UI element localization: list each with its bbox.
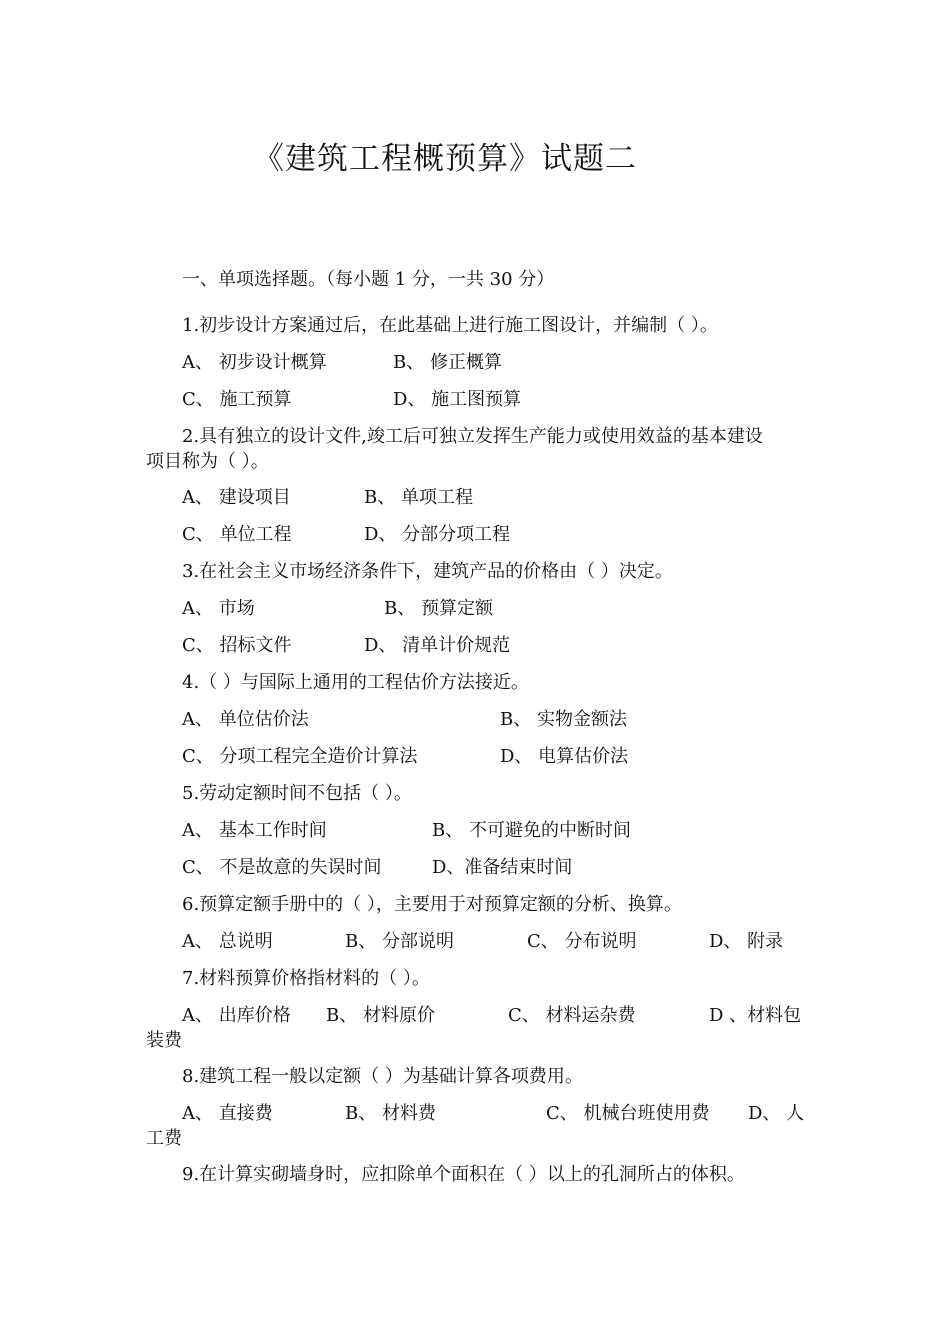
question-1-stem: 1.初步设计方案通过后，在此基础上进行施工图设计，并编制（ ）。 (182, 315, 718, 336)
question-5-option-b: B、 不可避免的中断时间 (432, 820, 631, 841)
question-4-option-c: C、 分项工程完全造价计算法 (182, 746, 418, 767)
question-2-stem: 2.具有独立的设计文件,竣工后可独立发挥生产能力或使用效益的基本建设 (182, 426, 763, 447)
question-6-option-a: A、 总说明 (182, 931, 273, 952)
question-8-option-c: C、 机械台班使用费 (546, 1103, 710, 1124)
question-7-stem: 7.材料预算价格指材料的（ ）。 (182, 968, 430, 989)
question-2-option-b: B、 单项工程 (364, 487, 473, 508)
question-3-stem: 3.在社会主义市场经济条件下，建筑产品的价格由（ ）决定。 (182, 561, 673, 582)
question-2-option-d: D、 分部分项工程 (364, 524, 511, 545)
question-7-option-a: A、 出库价格 (182, 1005, 291, 1026)
question-4-option-b: B、 实物金额法 (500, 709, 627, 730)
question-5-option-a: A、 基本工作时间 (182, 820, 327, 841)
question-8-options-continued: 工费 (146, 1128, 182, 1149)
question-8-option-b: B、 材料费 (345, 1103, 436, 1124)
question-4-option-a: A、 单位估价法 (182, 709, 309, 730)
question-2-option-a: A、 建设项目 (182, 487, 291, 508)
question-2-option-c: C、 单位工程 (182, 524, 292, 545)
question-1-option-b: B、 修正概算 (393, 352, 502, 373)
question-5-option-d: D、准备结束时间 (432, 857, 573, 878)
question-3-option-c: C、 招标文件 (182, 635, 292, 656)
question-5-stem: 5.劳动定额时间不包括（ ）。 (182, 783, 412, 804)
document-title: 《建筑工程概预算》试题二 (253, 141, 637, 177)
question-1-option-c: C、 施工预算 (182, 389, 292, 410)
question-8-option-d: D、 人 (748, 1103, 805, 1124)
question-7-options-continued: 装费 (146, 1030, 182, 1051)
question-7-option-c: C、 材料运杂费 (508, 1005, 636, 1026)
question-6-option-c: C、 分布说明 (527, 931, 637, 952)
section-heading: 一、单项选择题。（每小题 1 分，一共 30 分） (182, 269, 555, 290)
question-3-option-b: B、 预算定额 (384, 598, 493, 619)
question-4-option-d: D、 电算估价法 (500, 746, 629, 767)
question-8-option-a: A、 直接费 (182, 1103, 273, 1124)
question-5-option-c: C、 不是故意的失误时间 (182, 857, 382, 878)
question-6-option-b: B、 分部说明 (345, 931, 454, 952)
question-1-option-d: D、 施工图预算 (393, 389, 522, 410)
question-3-option-d: D、 清单计价规范 (364, 635, 511, 656)
question-3-option-a: A、 市场 (182, 598, 255, 619)
question-8-stem: 8.建筑工程一般以定额（ ）为基础计算各项费用。 (182, 1066, 583, 1087)
question-4-stem: 4.（ ）与国际上通用的工程估价方法接近。 (182, 672, 529, 693)
question-6-option-d: D、 附录 (709, 931, 784, 952)
question-1-option-a: A、 初步设计概算 (182, 352, 327, 373)
question-9-stem: 9.在计算实砌墙身时，应扣除单个面积在（ ）以上的孔洞所占的体积。 (182, 1164, 745, 1185)
question-7-option-d: D 、材料包 (709, 1005, 802, 1026)
question-7-option-b: B、 材料原价 (326, 1005, 435, 1026)
question-2-stem-continued: 项目称为（ ）。 (146, 451, 269, 472)
question-6-stem: 6.预算定额手册中的（ ），主要用于对预算定额的分析、换算。 (182, 894, 682, 915)
